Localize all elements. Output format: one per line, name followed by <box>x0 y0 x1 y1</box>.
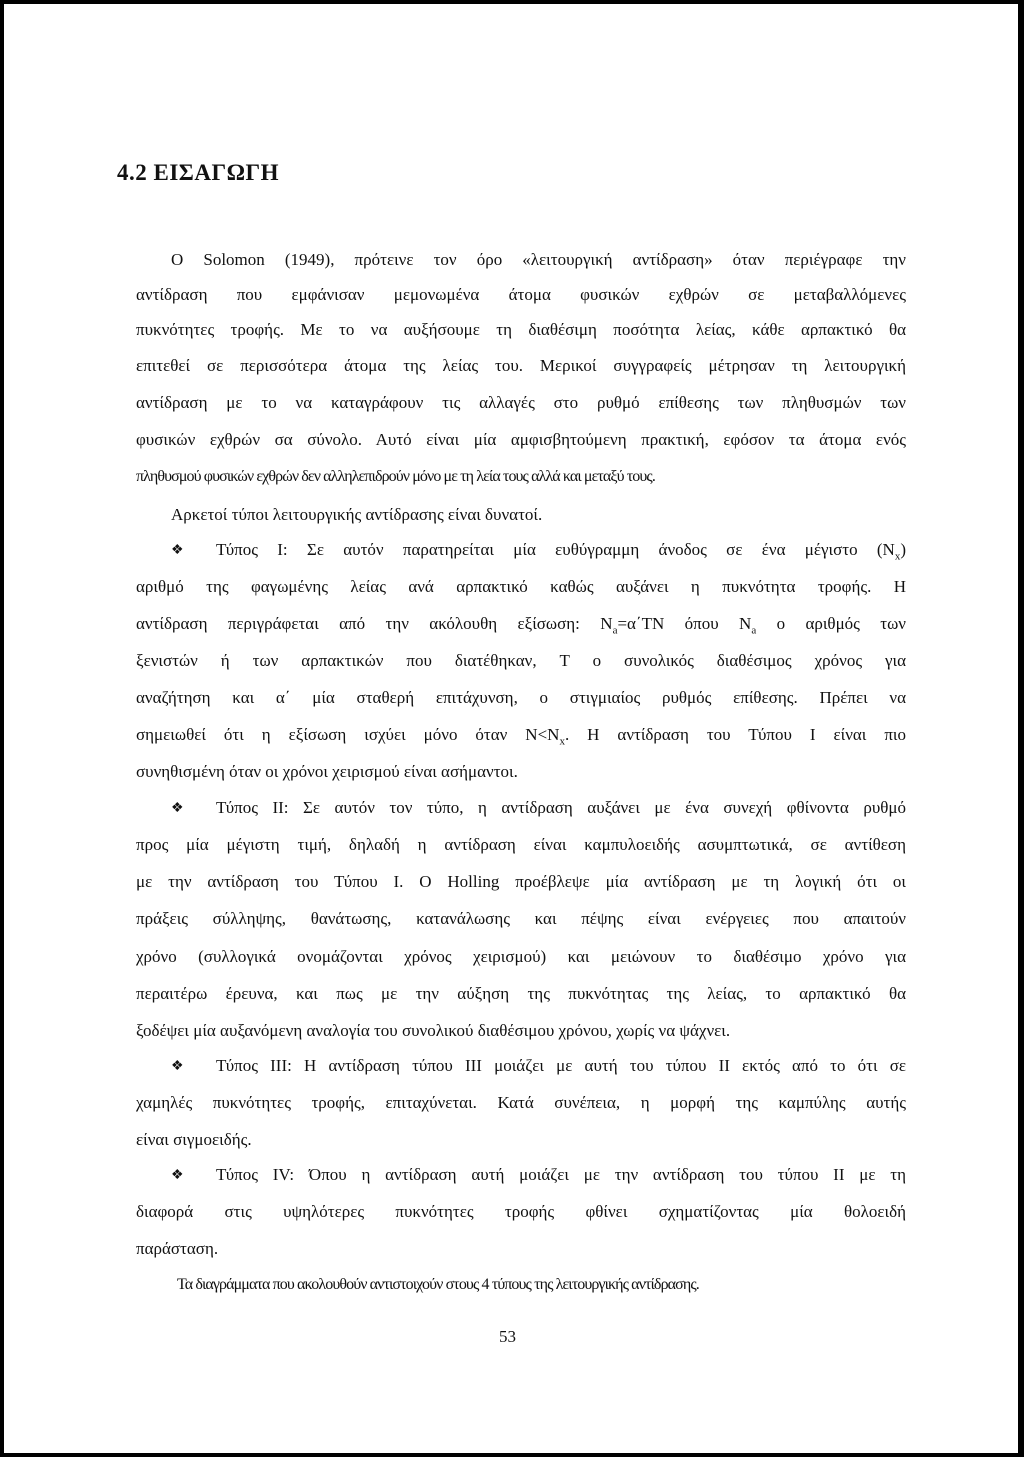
text-line: χρόνο (συλλογικά ονομάζονται χρόνος χειρισμού) και μειώνουν το διαθέσιμο χρόνο για <box>136 947 906 966</box>
section-heading: 4.2 ΕΙΣΑΓΩΓΗ <box>117 160 280 185</box>
bullet-icon: ❖ <box>171 801 184 816</box>
text-line: χαμηλές πυκνότητες τροφής, επιταχύνεται. Κατά συνέπεια, η μορφή της καμπύλης αυτής <box>136 1093 906 1112</box>
text-line: Τύπος ΙΙΙ: Η αντίδραση τύπου ΙΙΙ μοιάζει με αυτή του τύπου ΙΙ εκτός από το ότι σε <box>216 1056 906 1075</box>
text-line: αντίδραση που εμφάνισαν μεμονωμένα άτομα φυσικών εχθρών σε μεταβαλλόμενες <box>136 285 906 304</box>
text-line: επιτεθεί σε περισσότερα άτομα της λείας του. Μερικοί συγγραφείς μέτρησαν τη λειτουργική <box>136 356 906 375</box>
text-line: πληθυσμού φυσικών εχθρών δεν αλληλεπιδρούν μόνο με τη λεία τους αλλά και μεταξύ τους. <box>136 468 655 485</box>
bullet-icon: ❖ <box>171 1168 184 1183</box>
bullet-icon: ❖ <box>171 543 184 558</box>
text-line: αναζήτηση και α΄ μία σταθερή επιτάχυνση, ο στιγμιαίος ρυθμός επίθεσης. Πρέπει να <box>136 688 906 707</box>
text-line: Τα διαγράμματα που ακολουθούν αντιστοιχούν στους 4 τύπους της λειτουργικής αντίδρασης. <box>177 1276 699 1293</box>
text-line: σημειωθεί ότι η εξίσωση ισχύει μόνο όταν $N<N_x$. Η αντίδραση του Τύπου Ι είναι πιο <box>136 725 906 748</box>
text-line: Τύπος Ι: Σε αυτόν παρατηρείται μία ευθύγραμμη άνοδος σε ένα μέγιστο $(N_x)$ <box>216 540 906 563</box>
text-line: με την αντίδραση του Τύπου Ι. Ο Holling προέβλεψε μία αντίδραση με τη λογική ότι οι <box>136 872 906 891</box>
text-line: ξοδέψει μία αυξανόμενη αναλογία του συνολικού διαθέσιμου χρόνου, χωρίς να ψάχνει. <box>136 1021 731 1040</box>
text-line: Τύπος ΙV: Όπου η αντίδραση αυτή μοιάζει με την αντίδραση του τύπου ΙΙ με τη <box>216 1165 906 1184</box>
text-line: πράξεις σύλληψης, θανάτωσης, κατανάλωσης και πέψης είναι ενέργειες που απαιτούν <box>136 909 906 928</box>
text-line: διαφορά στις υψηλότερες πυκνότητες τροφής φθίνει σχηματίζοντας μία θολοειδή <box>136 1202 906 1221</box>
text-line: πυκνότητες τροφής. Με το να αυξήσουμε τη διαθέσιμη ποσότητα λείας, κάθε αρπακτικό θα <box>136 320 906 339</box>
text-line: Αρκετοί τύποι λειτουργικής αντίδρασης είναι δυνατοί. <box>171 505 543 524</box>
text-line: αριθμό της φαγωμένης λείας ανά αρπακτικό καθώς αυξάνει η πυκνότητα τροφής. Η <box>136 577 906 596</box>
text-line: ξενιστών ή των αρπακτικών που διατέθηκαν, T ο συνολικός διαθέσιμος χρόνος για <box>136 651 906 670</box>
text-line: φυσικών εχθρών σα σύνολο. Αυτό είναι μία αμφισβητούμενη πρακτική, εφόσον τα άτομα ενός <box>136 430 906 449</box>
page-number: 53 <box>499 1327 516 1346</box>
text-line: αντίδραση περιγράφεται από την ακόλουθη εξίσωση: $N_a=\alpha΄TN$ όπου $N_a$ ο αριθμός των <box>136 614 906 637</box>
text-line: συνηθισμένη όταν οι χρόνοι χειρισμού είναι ασήμαντοι. <box>136 762 518 781</box>
text-line: είναι σιγμοειδής. <box>136 1130 252 1149</box>
text-line: Ο Solomon (1949), πρότεινε τον όρο «λειτουργική αντίδραση» όταν περιέγραφε την <box>171 250 906 269</box>
document-page <box>4 4 1018 1453</box>
bullet-icon: ❖ <box>171 1059 184 1074</box>
text-line: παράσταση. <box>136 1239 219 1258</box>
text-line: αντίδραση με το να καταγράφουν τις αλλαγές στο ρυθμό επίθεσης των πληθυσμών των <box>136 393 906 412</box>
text-line: Τύπος ΙΙ: Σε αυτόν τον τύπο, η αντίδραση αυξάνει με ένα συνεχή φθίνοντα ρυθμό <box>216 798 906 817</box>
text-line: προς μία μέγιστη τιμή, δηλαδή η αντίδραση είναι καμπυλοειδής ασυμπτωτικά, σε αντίθεση <box>136 835 906 854</box>
text-line: περαιτέρω έρευνα, και πως με την αύξηση της πυκνότητας της λείας, το αρπακτικό θα <box>136 984 906 1003</box>
